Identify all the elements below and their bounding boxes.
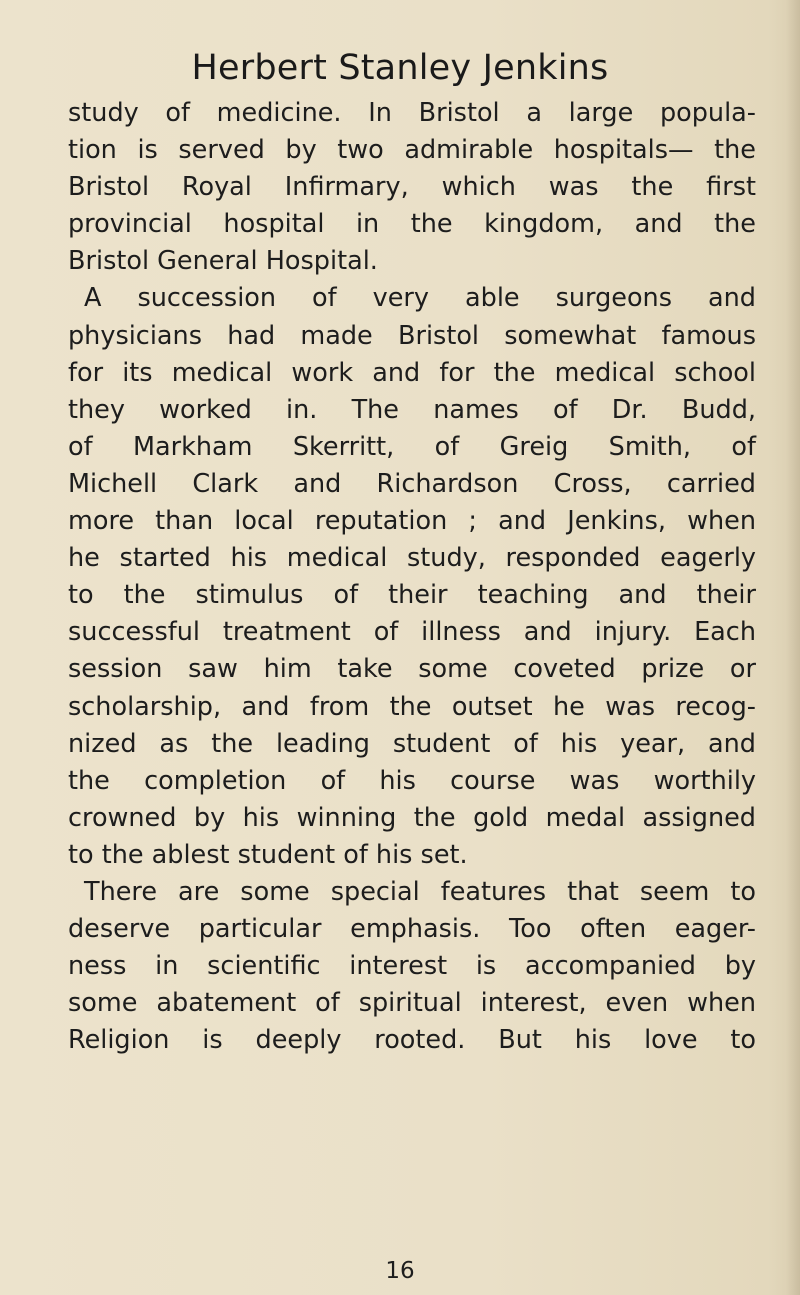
page-edge-shadow	[786, 0, 800, 1295]
text-line: physicians had made Bristol somewhat famous	[68, 320, 756, 351]
text-line: scholarship, and from the outset he was recog-	[68, 691, 756, 722]
text-line: Religion is deeply rooted. But his love to	[68, 1025, 756, 1056]
body-text	[68, 95, 756, 1059]
text-line: some abatement of spiritual interest, even when	[68, 988, 756, 1019]
text-line: tion is served by two admirable hospitals— the	[68, 135, 756, 166]
text-line: successful treatment of illness and injury. Each	[68, 617, 756, 648]
text-line: Bristol General Hospital.	[68, 246, 378, 277]
text-line: deserve particular emphasis. Too often eager-	[68, 914, 756, 945]
text-line: ness in scientific interest is accompanied by	[68, 951, 756, 982]
text-line: A succession of very able surgeons and	[84, 283, 756, 314]
text-line: crowned by his winning the gold medal assigned	[68, 802, 756, 833]
text-line: to the stimulus of their teaching and their	[68, 580, 756, 611]
text-line: Bristol Royal Infirmary, which was the first	[68, 172, 756, 203]
running-head: Herbert Stanley Jenkins	[191, 48, 609, 88]
text-line: There are some special features that seem to	[84, 876, 756, 907]
text-line: for its medical work and for the medical school	[68, 357, 756, 388]
text-line: more than local reputation ; and Jenkins, when	[68, 506, 756, 537]
text-line: provincial hospital in the kingdom, and the	[68, 209, 756, 240]
text-line: they worked in. The names of Dr. Budd,	[68, 394, 756, 425]
text-line: he started his medical study, responded eagerly	[68, 543, 756, 574]
text-line: of Markham Skerritt, of Greig Smith, of	[68, 431, 756, 462]
text-line: the completion of his course was worthily	[68, 765, 756, 796]
text-line: study of medicine. In Bristol a large popula-	[68, 98, 756, 128]
text-line: to the ablest student of his set.	[68, 839, 468, 870]
text-line: nized as the leading student of his year, and	[68, 728, 756, 759]
page-number: 16	[385, 1258, 415, 1284]
text-line: Michell Clark and Richardson Cross, carried	[68, 468, 756, 499]
text-line: session saw him take some coveted prize or	[68, 654, 756, 685]
